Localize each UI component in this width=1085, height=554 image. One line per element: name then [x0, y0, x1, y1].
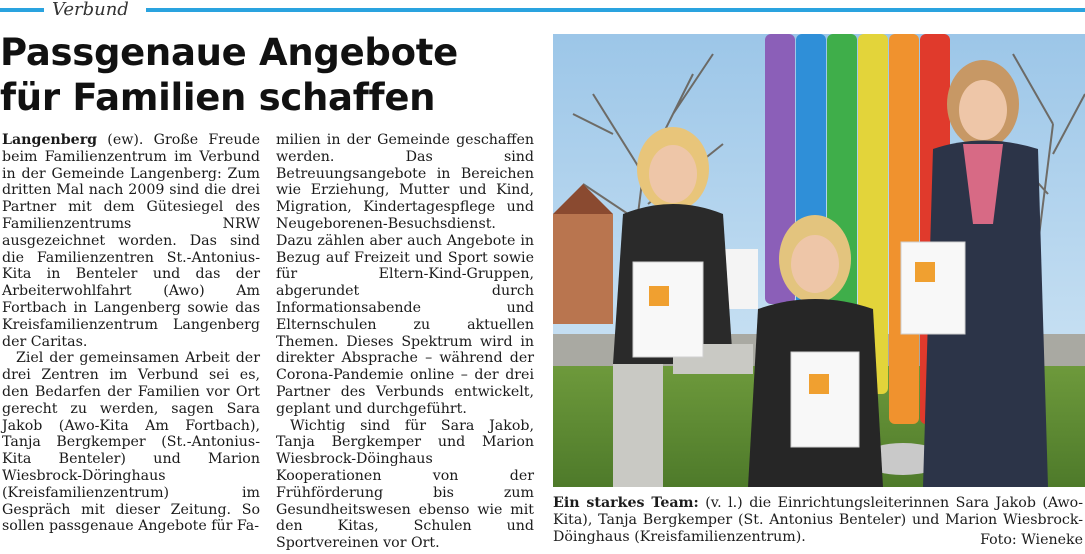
- headline-line-2: für Familien schaffen: [0, 76, 436, 119]
- photo-illustration: [553, 34, 1085, 487]
- kicker-row: [0, 0, 1085, 20]
- article-photo: [553, 34, 1085, 487]
- certificate-right: [901, 242, 965, 334]
- article-headline: [0, 30, 545, 120]
- article-column-2: [276, 132, 534, 552]
- article-paragraph-3: Wichtig sind für Sara Jakob, Tanja Bergkemper und Marion Wiesbrock-Döinghaus Kooperationen von der Frühförderung bis zum Gesundheitswesen ebenso wie mit den Kitas, Schulen und Sportvereinen vor Ort.: [276, 417, 534, 552]
- house-left: [553, 214, 613, 324]
- article-column-1: [2, 132, 260, 535]
- kicker-rule-right: [146, 8, 1085, 12]
- paragraph-1-text: (ew). Große Freude beim Familienzentrum im Verbund in der Gemeinde Langenberg: Zum dritten Mal nach 2009 sind die drei Partner mit dem Gütesiegel des Familienzentrums NRW ausgezeichnet worden. Das sind die Familienzentren St.-Antonius-Kita in Benteler und das der Arbeiterwohlfahrt (Awo) Am Fortbach in Langenberg sowie das Kreisfamilienzentrum Langenberg der Caritas.: [2, 132, 260, 350]
- certificate-center: [791, 352, 859, 447]
- article-paragraph-2: Ziel der gemeinsamen Arbeit der drei Zentren im Verbund sei es, den Bedarfen der Familien vor Ort gerecht zu werden, sagen Sara Jakob (Awo-Kita Am Fortbach), Tanja Bergkemper (St.-Antonius-Kita Benteler) und Marion Wiesbrock-Döringhaus (Kreisfamilienzentrum) im Gespräch mit dieser Zeitung. So sollen passgenaue Angebote für Fa-: [2, 350, 260, 535]
- kicker-rule-left: [0, 8, 44, 12]
- headline-line-1: Passgenaue Angebote: [0, 31, 458, 74]
- caption-text: (v. l.) die Einrichtungsleiterinnen Sara Jakob (Awo-Kita), Tanja Bergkemper (St. Antonius Benteler) und Marion Wiesbrock-Döinghaus (Kreisfamilienzentrum).: [553, 495, 1083, 545]
- certificate-left: [633, 262, 703, 357]
- photo-credit: Foto: Wieneke: [980, 532, 1083, 548]
- section-kicker: Verbund: [52, 0, 129, 20]
- dateline: Langenberg: [2, 132, 98, 148]
- article-paragraph-1: [2, 132, 260, 350]
- caption-lead: Ein starkes Team:: [553, 495, 699, 511]
- article-paragraph-2-continued: milien in der Gemeinde geschaffen werden. Das sind Betreuungsangebote in Bereichen wie Erziehung, Mutter und Kind, Migration, Kindertagespflege und Neugeborenen-Besuchsdienst. Dazu zählen aber auch Angebote in Bezug auf Freizeit und Sport sowie für Eltern-Kind-Gruppen, abgerundet durch Informationsabende und Elternschulen zu aktuellen Themen. Dieses Spektrum wird in direkter Absprache – während der Corona-Pandemie online – der drei Partner des Verbunds entwickelt, geplant und durchgeführt.: [276, 132, 534, 417]
